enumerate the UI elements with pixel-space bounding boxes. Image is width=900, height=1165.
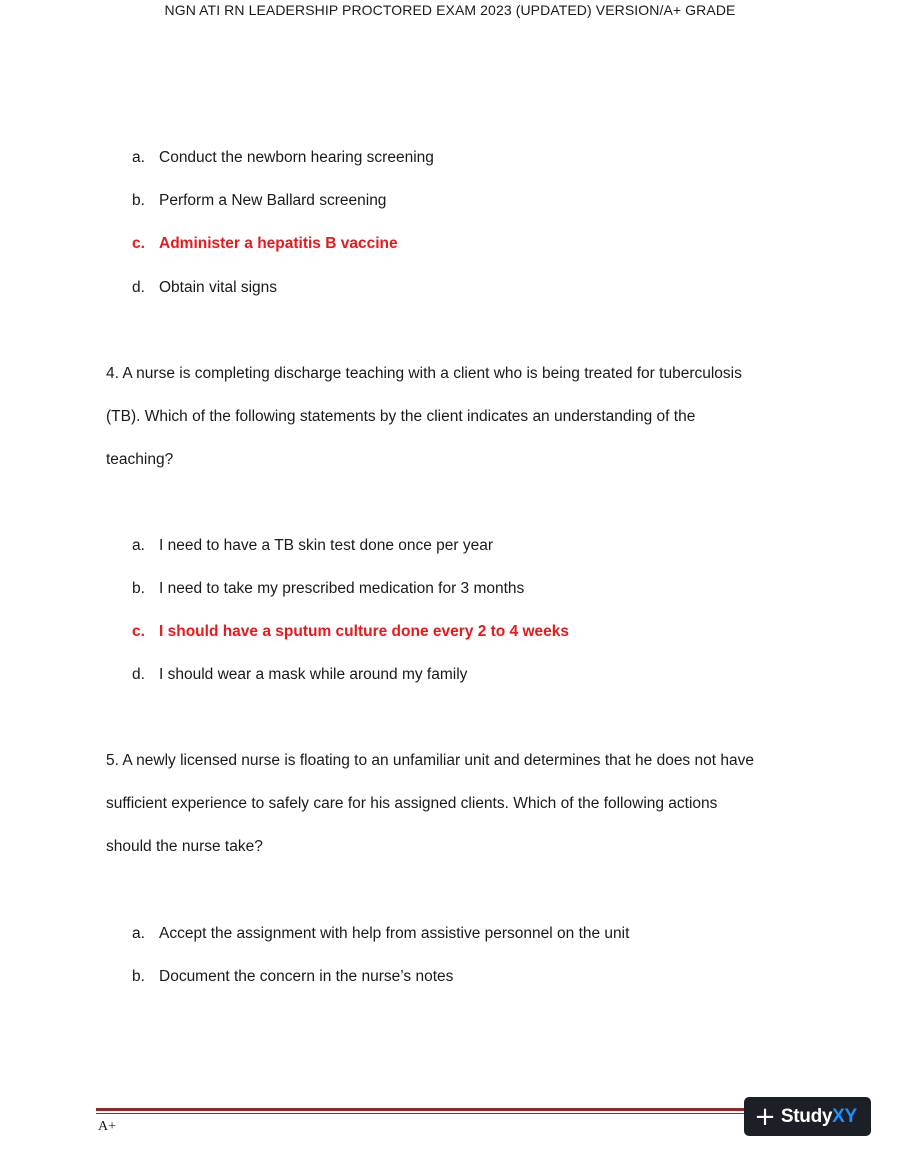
option-letter: c. — [132, 235, 145, 252]
logo-study-text: Study — [780, 1105, 833, 1127]
q4-option-d — [132, 666, 467, 684]
q5-stem-line-1: 5. A newly licensed nurse is floating to an unfamiliar unit and determines that he does not have — [106, 752, 754, 769]
q5-stem-line-2: sufficient experience to safely care for his assigned clients. Which of the following actions — [106, 795, 718, 812]
option-letter: b. — [132, 580, 145, 597]
q3-option-d — [132, 279, 277, 297]
option-letter: c. — [132, 623, 145, 640]
q3-option-c-correct — [132, 235, 398, 253]
option-letter: a. — [132, 149, 145, 166]
option-text: Document the concern in the nurse’s notes — [159, 968, 454, 985]
q4-option-b — [132, 580, 524, 598]
option-letter: b. — [132, 968, 145, 985]
footer-divider — [96, 1108, 750, 1111]
q4-option-a — [132, 537, 493, 555]
option-letter: d. — [132, 279, 145, 296]
logo-wordmark — [781, 1106, 857, 1128]
option-text: I need to have a TB skin test done once per year — [159, 537, 494, 554]
option-text: Obtain vital signs — [159, 279, 278, 296]
q5-option-b — [132, 968, 453, 986]
option-text: I should have a sputum culture done every 2 to 4 weeks — [159, 623, 570, 640]
option-letter: a. — [132, 537, 145, 554]
option-text: I need to take my prescribed medication for 3 months — [159, 580, 525, 597]
option-text: Perform a New Ballard screening — [159, 192, 387, 209]
studyxy-logo[interactable] — [744, 1097, 871, 1136]
logo-xy-text: XY — [832, 1105, 857, 1127]
q4-stem-line-2: (TB). Which of the following statements by the client indicates an understanding of the — [106, 408, 696, 425]
page-header-title: NGN ATI RN LEADERSHIP PROCTORED EXAM 2023 (UPDATED) VERSION/A+ GRADE — [164, 2, 736, 18]
option-text: I should wear a mask while around my family — [159, 666, 468, 683]
footer-divider-thin — [96, 1113, 750, 1114]
option-text: Administer a hepatitis B vaccine — [159, 235, 398, 252]
q4-stem-line-1: 4. A nurse is completing discharge teaching with a client who is being treated for tuberculosis — [106, 365, 742, 382]
q3-option-b — [132, 192, 386, 210]
plus-icon: + — [754, 1101, 776, 1132]
option-letter: b. — [132, 192, 145, 209]
q4-stem-line-3: teaching? — [106, 451, 174, 468]
option-text: Accept the assignment with help from assistive personnel on the unit — [159, 925, 630, 942]
q3-option-a — [132, 149, 434, 167]
option-letter: d. — [132, 666, 145, 683]
q5-option-a — [132, 925, 629, 943]
q4-option-c-correct — [132, 623, 569, 641]
option-text: Conduct the newborn hearing screening — [159, 149, 434, 166]
q5-stem-line-3: should the nurse take? — [106, 838, 263, 855]
option-letter: a. — [132, 925, 145, 942]
footer-grade-text: A+ — [98, 1119, 117, 1134]
